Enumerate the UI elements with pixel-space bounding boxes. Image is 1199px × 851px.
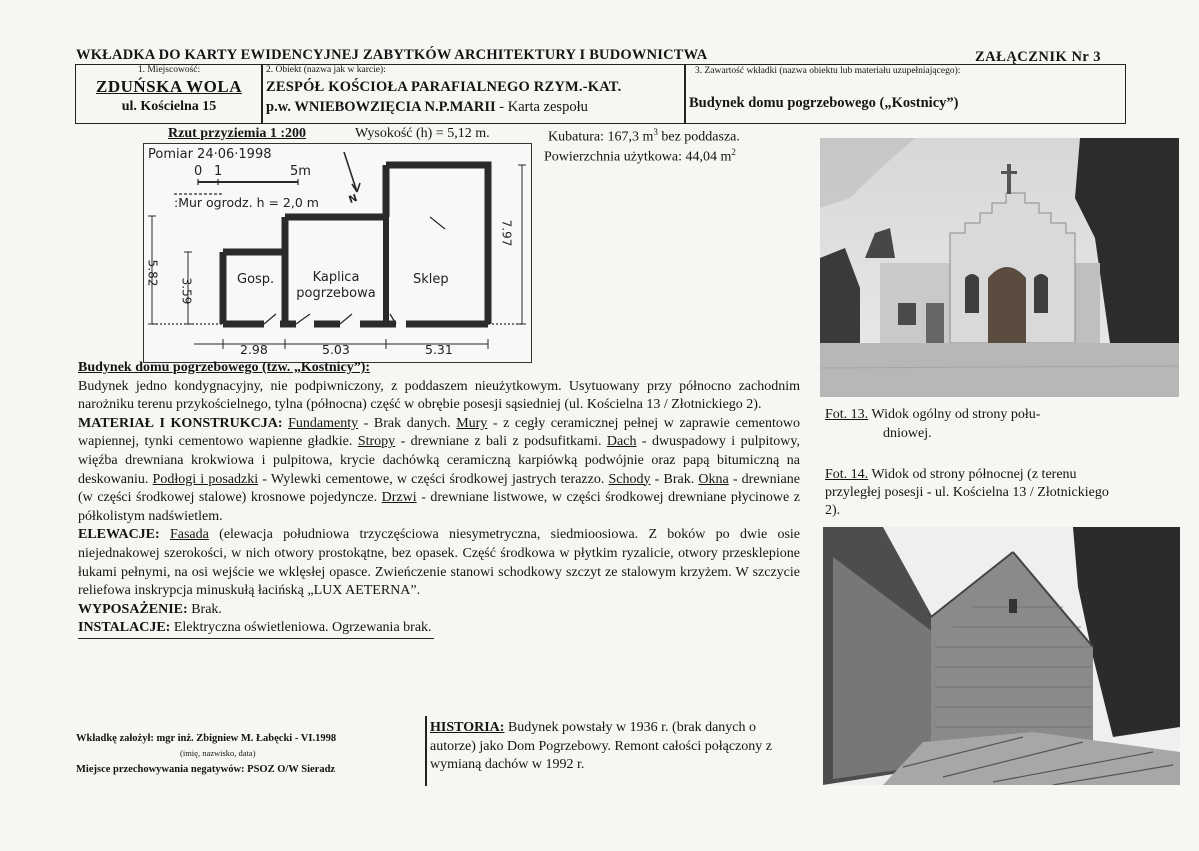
cubature-note: bez poddasza. bbox=[657, 129, 740, 145]
usable-area-exponent: 2 bbox=[731, 147, 736, 157]
elevations-label: ELEWACJE: bbox=[78, 527, 160, 543]
object-cell bbox=[261, 64, 686, 124]
roof-label: Dach bbox=[606, 434, 637, 450]
dimension-531: 5.31 bbox=[425, 342, 453, 357]
object-card-type: - Karta zespołu bbox=[495, 99, 588, 115]
roof-text: - dwuspadowy i pulpitowy, więźba drewniana krokwiowa i pulpitowa, krycie dachówką ceramiczną karpiówką podwójnie oraz papą bitumiczną na deskowaniu. bbox=[78, 434, 800, 487]
room-gosp: Gosp. bbox=[237, 272, 275, 287]
room-kaplica-line2: pogrzebowa bbox=[296, 286, 376, 301]
floor-plan-drawing bbox=[144, 144, 533, 364]
locality-street: ul. Kościelna 15 bbox=[121, 99, 217, 114]
stairs-label: Schody bbox=[608, 471, 651, 487]
photo2-caption bbox=[825, 466, 1115, 520]
usable-area-value bbox=[544, 147, 736, 166]
history-text: Budynek powstały w 1936 r. (brak danych o autorze) jako Dom Pogrzebowy. Remont całości połączony z wymianą dachów w 1992 r. bbox=[430, 720, 772, 772]
annex-number: ZAŁĄCZNIK Nr 3 bbox=[975, 49, 1101, 65]
photo1-caption-text2: dniowej. bbox=[883, 426, 932, 441]
object-name-line1: ZESPÓŁ KOŚCIOŁA PARAFIALNEGO RZYM.-KAT. bbox=[266, 79, 622, 95]
stairs-text: - Brak. bbox=[650, 471, 699, 487]
cubature-unit-exponent: 3 bbox=[653, 127, 658, 137]
material-label: MATERIAŁ I KONSTRUKCJA: bbox=[78, 415, 283, 431]
photo-north-view bbox=[823, 527, 1180, 785]
content-label: 3. Zawartość wkładki (nazwa obiektu lub materiału uzupełniającego): bbox=[695, 66, 961, 76]
foundations-text: - Brak danych. bbox=[358, 415, 457, 431]
dimension-359: 3.59 bbox=[179, 277, 194, 305]
locality-town: ZDUŃSKA WOLA bbox=[96, 77, 242, 96]
object-name-line2 bbox=[266, 99, 588, 116]
author-caption: (imię, nazwisko, data) bbox=[180, 748, 256, 758]
installations-text: Elektryczna oświetleniowa. Ogrzewania brak. bbox=[170, 620, 432, 636]
dimension-503: 5.03 bbox=[322, 342, 350, 357]
document-title: WKŁADKA DO KARTY EWIDENCYJNEJ ZABYTKÓW ARCHITEKTURY I BUDOWNICTWA bbox=[76, 47, 708, 63]
garden-wall-note: :Mur ogrodz. h = 2,0 m bbox=[174, 195, 319, 210]
installations-label: INSTALACJE: bbox=[78, 620, 171, 636]
scale-bar-1: 1 bbox=[214, 164, 223, 179]
photo-south-view bbox=[820, 138, 1179, 397]
negatives-storage: Miejsce przechowywania negatywów: PSOZ O/W Sieradz bbox=[76, 764, 336, 775]
equipment-label: WYPOSAŻENIE: bbox=[78, 601, 188, 617]
photo2-ref: Fot. 14. bbox=[825, 467, 869, 482]
footer-divider bbox=[425, 716, 427, 786]
scale-bar-0: 0 bbox=[194, 164, 203, 179]
room-kaplica-line1: Kaplica bbox=[312, 270, 360, 285]
photo1-caption bbox=[825, 405, 1125, 443]
object-dedication: p.w. WNIEBOWZIĘCIA N.P.MARII bbox=[266, 99, 496, 115]
walls-text: - z cegły ceramicznej pełnej w zaprawie cementowo wapiennej, tynki cementowo wapienne gładkie. bbox=[78, 415, 800, 450]
facade-text: (elewacja południowa trzyczęściowa niesymetryczna, siedmioosiowa. Z boków po dwie osie niejednakowej szerokości, w nich otwory prostokątne, bez opasek. Część środkowa w płytkim ryzalicie, otwory przesklepione łukami pełnymi, na osi wejście we wklęsłej opasce. Zwieńczenie stanowi schodkowy szczyt ze stalowym krzyżem. W szczycie reliefowa inskrypcja minuskułą łacińską „LUX AETERNA”. bbox=[78, 527, 801, 599]
description-intro: Budynek jedno kondygnacyjny, nie podpiwniczony, z poddaszem nieużytkowym. Usytuowany przy północno zachodnim narożniku terenu przykościelnego, tylna (północna) część w obrębie posesji sąsiedniej (ul. Kościelna 13 / Złotnickiego 2). bbox=[78, 378, 800, 413]
plan-scale: Rzut przyziemia 1 :200 bbox=[168, 126, 307, 141]
locality-cell bbox=[75, 64, 263, 124]
usable-area-text: Powierzchnia użytkowa: 44,04 m bbox=[544, 149, 732, 165]
windows-text: - drewniane (w części środkowej stalowe) krosnowe pojedyncze. bbox=[78, 471, 800, 506]
cubature-text: Kubatura: 167,3 m bbox=[548, 129, 654, 145]
ceilings-text: - drewniane z bali z podsufitkami. bbox=[395, 434, 607, 450]
description-block bbox=[78, 359, 800, 639]
room-kaplica bbox=[291, 270, 381, 302]
photo1-ref: Fot. 13. bbox=[825, 407, 869, 422]
photo2-caption-text: Widok od strony północnej (z terenu przyległej posesji - ul. Kościelna 13 / Złotnickiego 2). bbox=[825, 467, 1109, 518]
dimension-797: 7.97 bbox=[499, 219, 514, 247]
floors-label: Podłogi i posadzki bbox=[152, 471, 259, 487]
history-block bbox=[430, 719, 800, 775]
dimension-298: 2.98 bbox=[240, 342, 268, 357]
doors-label: Drzwi bbox=[381, 490, 417, 506]
history-label: HISTORIA: bbox=[430, 720, 505, 735]
locality-label: 1. Miejscowość: bbox=[137, 65, 201, 75]
equipment-text: Brak. bbox=[187, 601, 222, 617]
dimension-582: 5.82 bbox=[145, 259, 160, 287]
north-arrow-label: N bbox=[347, 192, 360, 207]
ceilings-label: Stropy bbox=[357, 434, 396, 450]
cubature-value bbox=[548, 127, 740, 146]
foundations-label: Fundamenty bbox=[288, 415, 359, 431]
survey-date: Pomiar 24·06·1998 bbox=[148, 147, 272, 162]
object-label: 2. Obiekt (nazwa jak w karcie): bbox=[266, 65, 386, 75]
content-value: Budynek domu pogrzebowego („Kostnicy”) bbox=[689, 95, 959, 111]
author-line: Wkładkę założył: mgr inż. Zbigniew M. Łabęcki - VI.1998 bbox=[76, 733, 337, 744]
walls-label: Mury bbox=[456, 415, 488, 431]
photo1-caption-text: Widok ogólny od strony połu- bbox=[868, 407, 1041, 422]
floors-text: - Wylewki cementowe, w części środkowej jastrych terazzo. bbox=[258, 471, 609, 487]
doors-text: - drewniane listwowe, w części środkowej drewniane płycinowe z półkolistym nadświetlem. bbox=[78, 490, 801, 524]
height-value: Wysokość (h) = 5,12 m. bbox=[355, 126, 490, 141]
room-sklep: Sklep bbox=[413, 272, 449, 287]
facade-label: Fasada bbox=[169, 527, 209, 543]
content-cell bbox=[684, 64, 1126, 124]
floor-plan bbox=[143, 143, 532, 363]
scale-bar-5m: 5m bbox=[290, 164, 311, 179]
windows-label: Okna bbox=[698, 471, 729, 487]
description-heading: Budynek domu pogrzebowego (tzw. „Kostnicy”): bbox=[78, 360, 371, 375]
